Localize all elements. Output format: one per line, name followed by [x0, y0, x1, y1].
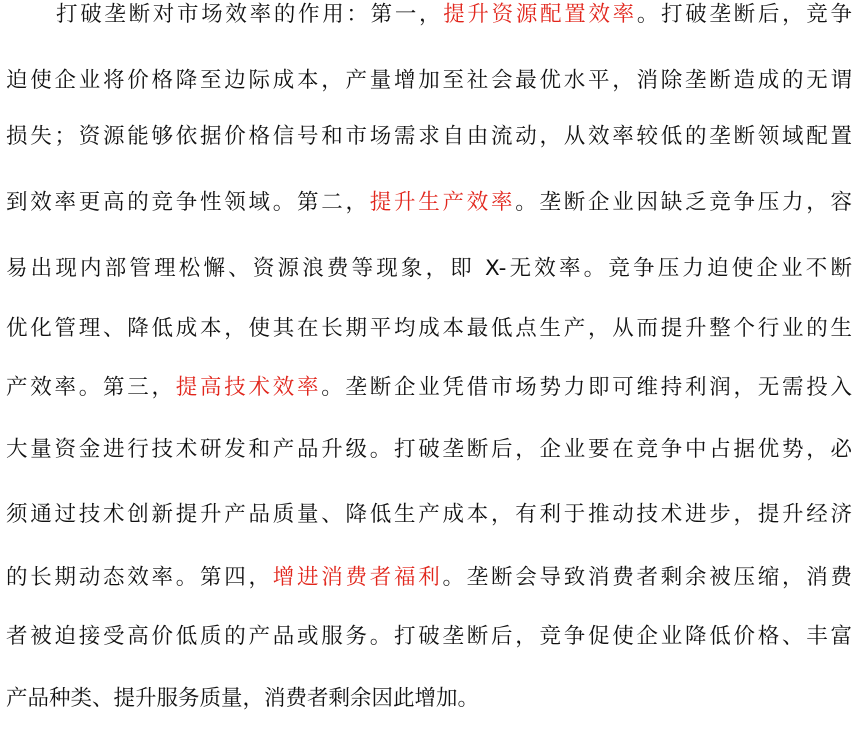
highlight-heading-3: 提高技术效率	[175, 375, 322, 400]
paragraph-line-1	[56, 0, 852, 66]
paragraph-line-6	[6, 314, 852, 380]
line-1-segment-3: 。打破垄断后，竞争	[636, 2, 852, 27]
paragraph-line-5	[6, 254, 852, 320]
line-6-segment-1: 优化管理、降低成本，使其在长期平均成本最低点生产，从而提升整个行业的生	[6, 316, 852, 341]
line-1-segment-1: 打破垄断对市场效率的作用：第一，	[56, 2, 444, 27]
paragraph-line-10	[6, 563, 852, 629]
paragraph-line-4	[6, 188, 852, 254]
line-5-segment-1: 易出现内部管理松懈、资源浪费等现象，即 X-无效率。竞争压力迫使企业不断	[6, 256, 852, 281]
paragraph-line-7	[6, 373, 852, 439]
line-2-segment-1: 迫使企业将价格降至边际成本，产量增加至社会最优水平，消除垄断造成的无谓	[6, 68, 852, 93]
line-9-segment-1: 须通过技术创新提升产品质量、降低生产成本，有利于推动技术进步，提升经济	[6, 502, 852, 527]
line-7-segment-1: 产效率。第三，	[6, 375, 176, 400]
highlight-heading-2: 提升生产效率	[369, 190, 516, 215]
highlight-heading-1: 提升资源配置效率	[443, 2, 637, 27]
paragraph-line-12	[6, 684, 852, 750]
line-7-segment-3: 。垄断企业凭借市场势力即可维持利润，无需投入	[321, 375, 852, 400]
line-12-segment-1: 产品种类、提升服务质量，消费者剩余因此增加。	[6, 686, 480, 711]
paragraph-line-9	[6, 500, 852, 566]
paragraph-line-11	[6, 622, 852, 688]
line-8-segment-1: 大量资金进行技术研发和产品升级。打破垄断后，企业要在竞争中占据优势，必	[6, 437, 852, 462]
line-11-segment-1: 者被迫接受高价低质的产品或服务。打破垄断后，竞争促使企业降低价格、丰富	[6, 624, 852, 649]
line-4-segment-3: 。垄断企业因缺乏竞争压力，容	[515, 190, 852, 215]
highlight-heading-4: 增进消费者福利	[272, 565, 443, 590]
paragraph-line-3	[6, 122, 852, 188]
line-3-segment-1: 损失；资源能够依据价格信号和市场需求自由流动，从效率较低的垄断领域配置	[6, 124, 852, 149]
paragraph-line-8	[6, 435, 852, 501]
line-10-segment-3: 。垄断会导致消费者剩余被压缩，消费	[442, 565, 852, 590]
line-10-segment-1: 的长期动态效率。第四，	[6, 565, 273, 590]
line-4-segment-1: 到效率更高的竞争性领域。第二，	[6, 190, 370, 215]
